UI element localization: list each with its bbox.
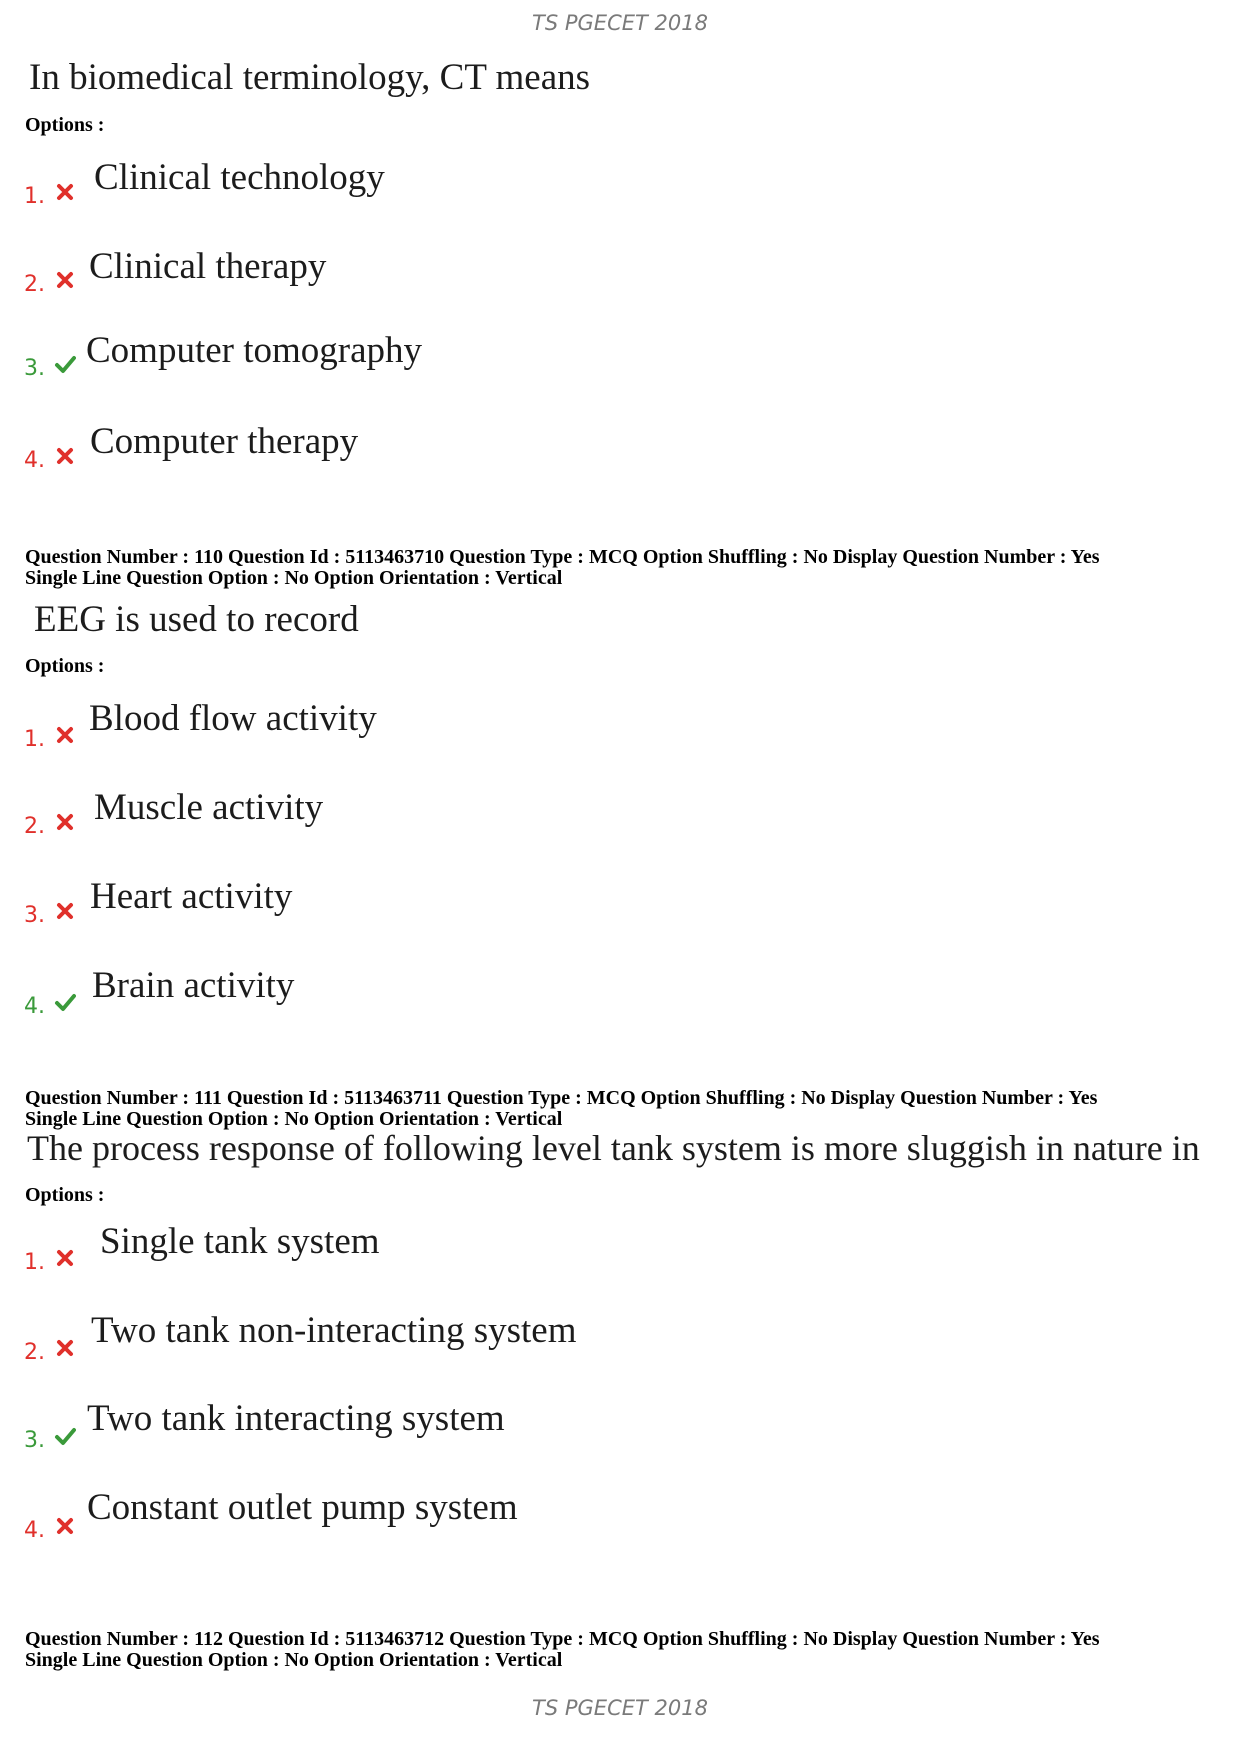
- options-label: Options :: [25, 114, 105, 136]
- question-meta: Question Number : 111 Question Id : 5113463711 Question Type : MCQ Option Shuffling : No Display Question Number : Yes: [25, 1087, 1098, 1109]
- option-text: Constant outlet pump system: [87, 1487, 518, 1528]
- options-label: Options :: [25, 655, 105, 677]
- option-number: 2.: [24, 1340, 45, 1365]
- cross-icon: [54, 445, 76, 467]
- option-number: 1.: [24, 184, 45, 209]
- question-meta: Single Line Question Option : No Option Orientation : Vertical: [25, 1108, 563, 1130]
- question-meta: Question Number : 110 Question Id : 5113463710 Question Type : MCQ Option Shuffling : No Display Question Number : Yes: [25, 546, 1100, 568]
- question-text: The process response of following level tank system is more sluggish in nature in: [27, 1128, 1200, 1168]
- option-text: Two tank interacting system: [87, 1398, 505, 1439]
- cross-icon: [54, 269, 76, 291]
- question-text: In biomedical terminology, CT means: [29, 57, 591, 98]
- option-number: 4.: [24, 1518, 45, 1543]
- check-icon: [54, 991, 76, 1013]
- option-text: Clinical therapy: [89, 246, 327, 287]
- option-number: 4.: [24, 448, 45, 473]
- cross-icon: [54, 900, 76, 922]
- question-meta: Single Line Question Option : No Option Orientation : Vertical: [25, 567, 563, 589]
- cross-icon: [54, 181, 76, 203]
- option-text: Clinical technology: [94, 157, 385, 198]
- option-text: Single tank system: [100, 1221, 380, 1262]
- option-number: 3.: [24, 1428, 45, 1453]
- question-meta: Question Number : 112 Question Id : 5113463712 Question Type : MCQ Option Shuffling : No Display Question Number : Yes: [25, 1628, 1100, 1650]
- check-icon: [54, 1425, 76, 1447]
- option-number: 2.: [24, 272, 45, 297]
- option-text: Brain activity: [92, 965, 295, 1006]
- option-number: 2.: [24, 814, 45, 839]
- option-text: Two tank non-interacting system: [91, 1310, 577, 1351]
- question-text: EEG is used to record: [34, 599, 359, 640]
- cross-icon: [54, 1337, 76, 1359]
- option-text: Muscle activity: [94, 787, 324, 828]
- option-text: Computer therapy: [90, 421, 359, 462]
- option-number: 4.: [24, 994, 45, 1019]
- option-number: 3.: [24, 356, 45, 381]
- option-text: Computer tomography: [86, 330, 423, 371]
- option-number: 3.: [24, 903, 45, 928]
- cross-icon: [54, 724, 76, 746]
- option-text: Blood flow activity: [89, 698, 377, 739]
- question-meta: Single Line Question Option : No Option Orientation : Vertical: [25, 1649, 563, 1671]
- cross-icon: [54, 1247, 76, 1269]
- page-header: TS PGECET 2018: [532, 11, 708, 35]
- option-number: 1.: [24, 727, 45, 752]
- cross-icon: [54, 1515, 76, 1537]
- option-text: Heart activity: [90, 876, 293, 917]
- check-icon: [54, 353, 76, 375]
- page-footer: TS PGECET 2018: [532, 1696, 708, 1720]
- options-label: Options :: [25, 1184, 105, 1206]
- cross-icon: [54, 811, 76, 833]
- option-number: 1.: [24, 1250, 45, 1275]
